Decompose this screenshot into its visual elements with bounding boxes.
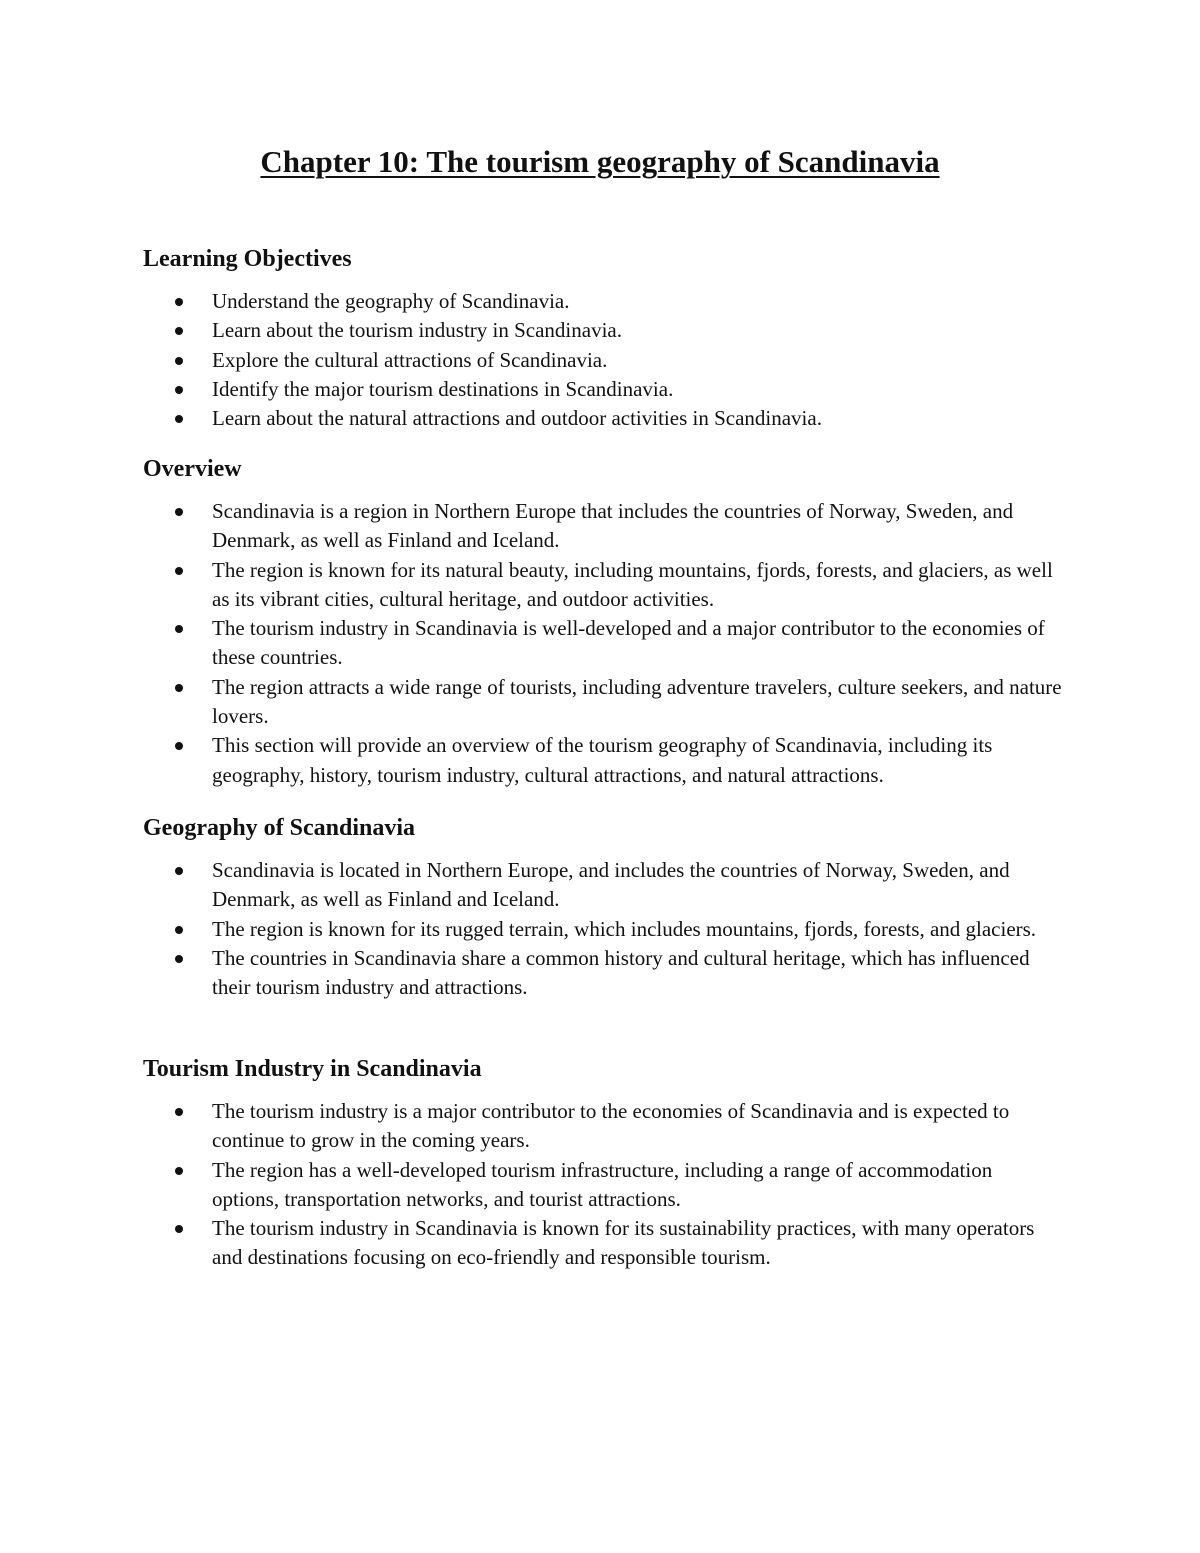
section-heading: Overview (143, 456, 242, 482)
list-item-text: Learn about the tourism industry in Scandinavia. (212, 318, 622, 343)
section-learning-objectives (143, 243, 1103, 433)
list-item-text: The region is known for its rugged terrain, which includes mountains, fjords, forests, and glaciers. (212, 916, 1037, 941)
list-item-text: This section will provide an overview of the tourism geography of Scandinavia, including its geography, history, tourism industry, cultural attractions, and natural attractions. (212, 733, 993, 787)
section-tourism-industry (143, 1053, 1103, 1273)
list-item-text: The countries in Scandinavia share a common history and cultural heritage, which has influenced their tourism industry and attractions. (212, 945, 1030, 1000)
list-item (143, 856, 1062, 915)
list-item (143, 944, 1062, 1003)
section-geography-of-scandinavia (143, 812, 1103, 1002)
list-item-text: The region attracts a wide range of tourists, including adventure travelers, culture seekers, and nature lovers. (212, 674, 1062, 729)
bullet-icon (175, 415, 183, 423)
list-item (143, 346, 1062, 375)
bullet-icon (175, 1167, 183, 1175)
list-item (143, 375, 1062, 404)
bullet-list (143, 856, 1103, 1002)
list-item (143, 1156, 1062, 1215)
list-item-text: Scandinavia is a region in Northern Europe that includes the countries of Norway, Sweden, and Denmark, as well as Finland and Iceland. (212, 499, 1014, 553)
list-item (143, 1097, 1062, 1156)
list-item (143, 731, 1062, 790)
list-item (143, 316, 1062, 345)
bullet-icon (175, 867, 183, 875)
bullet-icon (175, 955, 183, 963)
bullet-list (143, 497, 1103, 790)
bullet-icon (175, 357, 183, 365)
bullet-icon (175, 742, 183, 750)
section-heading: Learning Objectives (143, 246, 352, 272)
list-item (143, 404, 1062, 433)
page-title: Chapter 10: The tourism geography of Scandinavia (260, 144, 940, 179)
list-item-text: The tourism industry in Scandinavia is well-developed and a major contributor to the economies of these countries. (212, 616, 1045, 670)
list-item (143, 915, 1062, 944)
list-item (143, 556, 1062, 615)
list-item (143, 614, 1062, 673)
bullet-list (143, 1097, 1103, 1273)
list-item (143, 1214, 1062, 1273)
list-item-text: The tourism industry in Scandinavia is known for its sustainability practices, with many operators and destinations focusing on eco-friendly and responsible tourism. (212, 1216, 1035, 1270)
bullet-list (143, 287, 1103, 433)
bullet-icon (175, 1108, 183, 1116)
list-item-text: Identify the major tourism destinations in Scandinavia. (212, 376, 674, 401)
list-item-text: Understand the geography of Scandinavia. (212, 289, 570, 313)
list-item-text: The tourism industry is a major contributor to the economies of Scandinavia and is expected to continue to grow in the coming years. (212, 1099, 1010, 1153)
bullet-icon (175, 1225, 183, 1233)
bullet-icon (175, 298, 183, 306)
bullet-icon (175, 327, 183, 335)
section-heading: Tourism Industry in Scandinavia (143, 1056, 482, 1082)
list-item-text: Explore the cultural attractions of Scandinavia. (212, 347, 608, 372)
list-item-text: The region has a well-developed tourism infrastructure, including a range of accommodation options, transportation networks, and tourist attractions. (212, 1157, 993, 1211)
list-item (143, 673, 1062, 732)
bullet-icon (175, 386, 183, 394)
list-item (143, 497, 1062, 556)
bullet-icon (175, 625, 183, 633)
list-item (143, 287, 1062, 316)
list-item-text: Learn about the natural attractions and outdoor activities in Scandinavia. (212, 406, 822, 431)
list-item-text: The region is known for its natural beauty, including mountains, fjords, forests, and glaciers, as well as its vibrant cities, cultural heritage, and outdoor activities. (212, 557, 1053, 611)
section-heading: Geography of Scandinavia (143, 815, 416, 841)
bullet-icon (175, 926, 183, 934)
list-item-text: Scandinavia is located in Northern Europe, and includes the countries of Norway, Sweden, and Denmark, as well as Finland and Iceland. (212, 858, 1010, 912)
bullet-icon (175, 684, 183, 692)
bullet-icon (175, 508, 183, 516)
section-overview (143, 453, 1103, 790)
bullet-icon (175, 567, 183, 575)
